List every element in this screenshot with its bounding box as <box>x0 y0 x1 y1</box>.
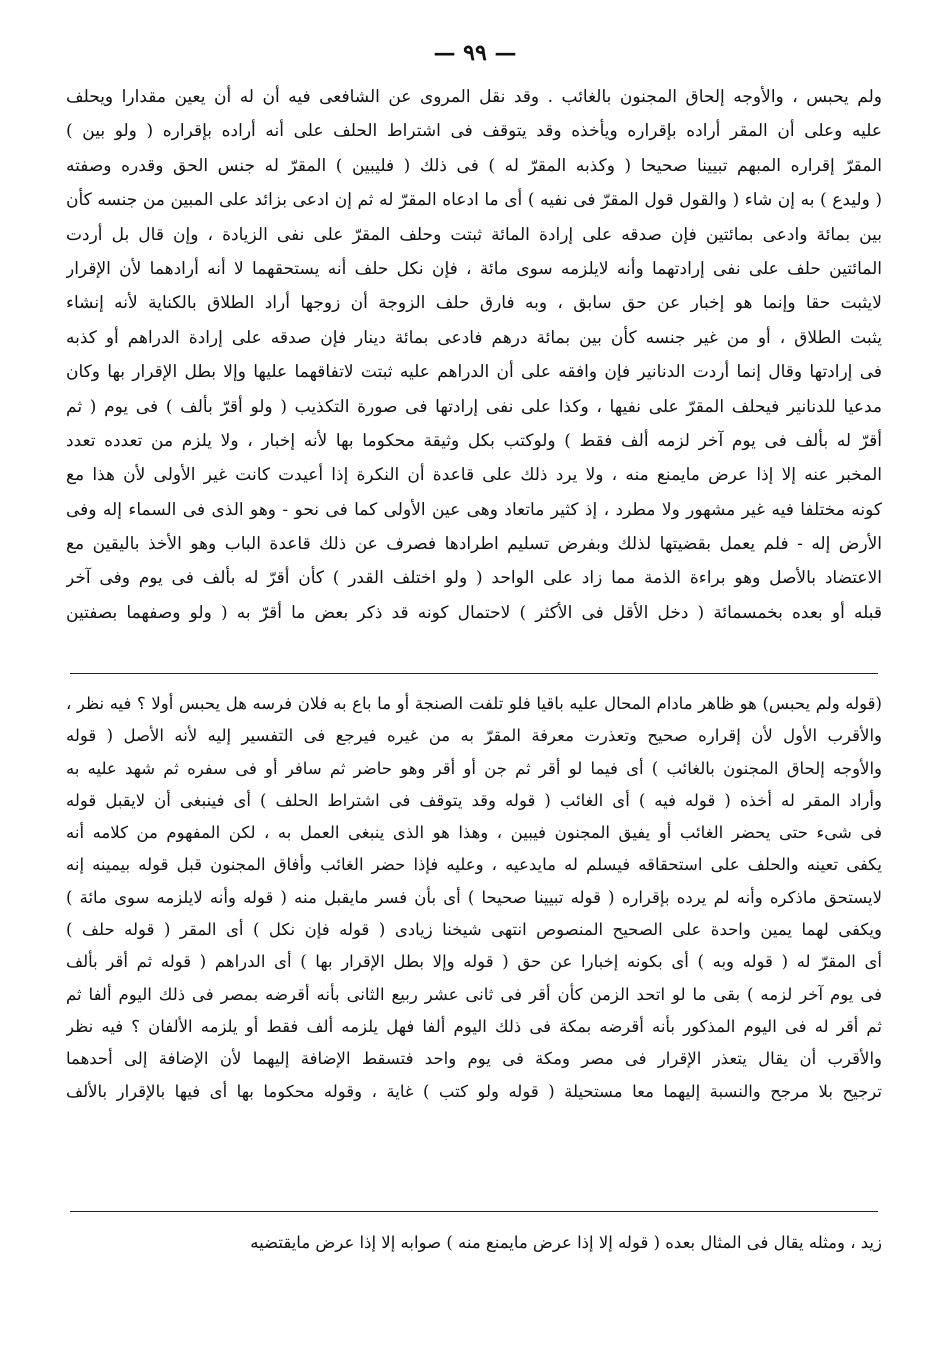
commentary-line: والأقرب الأول لأن إقراره صحيح وتعذرت معرفة المقرّ به من غيره فيرجع فى التفسير إليه لأنه الأصل ( قوله <box>66 726 882 746</box>
main-text-line: ولم يحبس ، والأوجه إلحاق المجنون بالغائب . وقد نقل المروى عن الشافعى فيه أن له أن يعين مقدارا ويحلف <box>66 87 882 107</box>
main-text-line: فى إرادتها وقال إنما أردت الدنانير فإن وافقه على أن الدراهم عليه ثبتت لاتفاقهما عليها وإلا بطل الإقرار بها وكان <box>66 362 882 383</box>
main-text-line: بين بمائة وادعى بمائتين فإن صدقه على إرادة المائة ثبتت وحلف المقرّ على نفى الزيادة ، وإن قال بل أردت <box>66 224 882 245</box>
main-text-line: المائتين حلف على نفى إرادتهما وأنه لايلزمه سوى مائة ، فإن نكل حلف أنه يستحقهما لا أنه أرادهما لأن الإقرار <box>66 258 882 279</box>
commentary-line: والأوجه إلحاق المجنون بالغائب ) أى فيما لو أقر ثم جن أو أقر وهو حاضر ثم سافر أو فى سفره ثم شهد عليه به <box>66 758 882 778</box>
main-text-line: قبله أو بعده بخمسمائة ( دخل الأقل فى الأكثر ) لاحتمال كونه قد ذكر بعض ما أقرّ به ( ولو وصفهما بصفتين <box>66 602 882 623</box>
footnote-line: زيد ، ومثله يقال فى المثال بعده ( قوله إلا إذا عرض مايمنع منه ) صوابه إلا إذا عرض مايقتضيه <box>250 1233 882 1252</box>
commentary-line: فى شىء حتى يحضر الغائب أو يفيق المجنون فيبين ، وهذا هو الذى ينبغى العمل به ، لكن المفهوم من كلامه أنه <box>66 823 882 843</box>
commentary-line: أى المقرّ له ( قوله وبه ) أى بكونه إخبارا عن حق ( قوله وإلا بطل الإقرار بها ) أى الدراهم ( قوله ثم أقر بألف <box>66 952 882 972</box>
commentary-line: (قوله ولم يحبس) هو ظاهر مادام المحال عليه باقيا فلو تلفت الصنجة أو ما باع به فلان فرسه هل يحبس أولا ؟ فيه نظر ، <box>66 694 882 713</box>
main-text-line: مدعيا للدنانير فيحلف المقرّ على نفيها ، وكذا على نفى إرادتها فى صورة التكذيب ( ولو أقرّ بألف ) فى يوم ( ثم <box>66 396 882 417</box>
commentary-line: لايستحق ماذكره وأنه لم يرده بإقراره ( قوله تبيينا صحيحا ) أى بأن فسر مايقبل منه ( قوله وأنه لايلزمه سوى مائة ) <box>66 887 882 907</box>
main-text-line: ( وليدع ) به إن شاء ( والقول قول المقرّ فى نفيه ) أى ما ادعاه المقرّ له ثم إن ادعى بزائد على المبين من جنسه كأن <box>66 190 882 211</box>
commentary-line: يكفى تعينه والحلف على استحقاقه فيسلم له مايدعيه ، وعليه فإذا حضر الغائب وأفاق المجنون قبل قوله بيمينه إنه <box>66 855 882 875</box>
main-text-line: المقرّ إقراره المبهم تبيينا صحيحا ( وكذبه المقرّ له ) فى ذلك ( فليبين ) المقرّ له جنس الحق وقدره وصفته <box>66 155 882 176</box>
page-number: — ٩٩ — <box>433 40 517 66</box>
main-text-line: المخبر عنه إلا إذا عرض مايمنع منه ، ولا يرد ذلك على قاعدة أن النكرة إذا أعيدت كانت غير الأولى لأن هذا مع <box>66 465 882 486</box>
commentary-line: وأراد المقر له أخذه ( قوله فيه ) أى الغائب ( قوله وقد يتوقف فى اشتراط الحلف ) أى فينبغى أن لايقبل قوله <box>66 790 882 810</box>
main-text-line: لايثبت حقا وإنما هو إخبار عن حق سابق ، وبه فارق حلف الزوجة أن زوجها أراد الطلاق بالكناية لأنه إنشاء <box>66 293 882 314</box>
footnote-divider <box>70 1211 878 1212</box>
main-text-line: عليه وعلى أن المقر أراده بإقراره ويأخذه وقد يتوقف فى اشتراط الحلف على أنه أراده بإقراره ( ولو بين ) <box>66 121 882 142</box>
commentary-line: فى يوم آخر لزمه ) بقى ما لو اتحد الزمن كأن أقر فى ثانى عشر ربيع الثانى بأنه أقرضه بمصر فى ذلك اليوم ألفا ثم <box>66 984 882 1004</box>
main-text <box>66 80 882 630</box>
section-divider <box>70 673 878 674</box>
commentary-line: والأقرب أن يقال يتعذر الإقرار فى مصر ومكة فى يوم واحد فتسقط الإضافة إليهما لأن الإضافة إلى أحدهما <box>66 1049 882 1069</box>
commentary-text <box>66 688 882 1108</box>
main-text-line: الاعتضاد بالأصل وهو براءة الذمة مما زاد على الواحد ( ولو اختلف القدر ) كأن أقرّ له بألف فى يوم وفى آخر <box>66 568 882 589</box>
main-text-line: كونه مختلفا فيه غير مشهور ولا مطرد ، إذ كثير ماتعاد وهى عين الأولى كما فى نحو - وهو الذى فى السماء إله وفى <box>66 499 882 520</box>
commentary-line: ثم أقر له فى اليوم المذكور بأنه أقرضه بمكة فى ذلك اليوم ألفا فهل يلزمه ألف فقط أو يلزمه الألفان ؟ فيه نظر <box>66 1016 882 1036</box>
commentary-line: ويكفى لهما يمين واحدة على الصحيح المنصوص انتهى شيخنا زيادى ( قوله فإن نكل ) أى المقر ( قوله حلف ) <box>66 920 882 940</box>
main-text-line: أقرّ له بألف فى يوم آخر لزمه ألف فقط ) ولوكتب بكل وثيقة محكوما بها لأنه إخبار ، ولا يلزم من تعدده تعدد <box>66 430 882 451</box>
commentary-line: ترجيح بلا مرجح والنسبة إليهما معا مستحيلة ( قوله ولو كتب ) غاية ، وقوله محكوما بها أى فيها بالإقرار بالألف <box>66 1081 882 1101</box>
footnote-text <box>66 1226 882 1260</box>
main-text-line: يثبت الطلاق ، أو من غير جنسه كأن بين بمائة درهم فادعى بمائة دينار فإن صدقه على إرادة الدراهم أو كذبه <box>66 327 882 348</box>
main-text-line: الأرض إله - فلم يعمل بقضيتها لذلك وبفرض تسليم اطرادها فصرف عن ذلك قاعدة الباب وهو الأخذ باليقين مع <box>66 534 882 555</box>
